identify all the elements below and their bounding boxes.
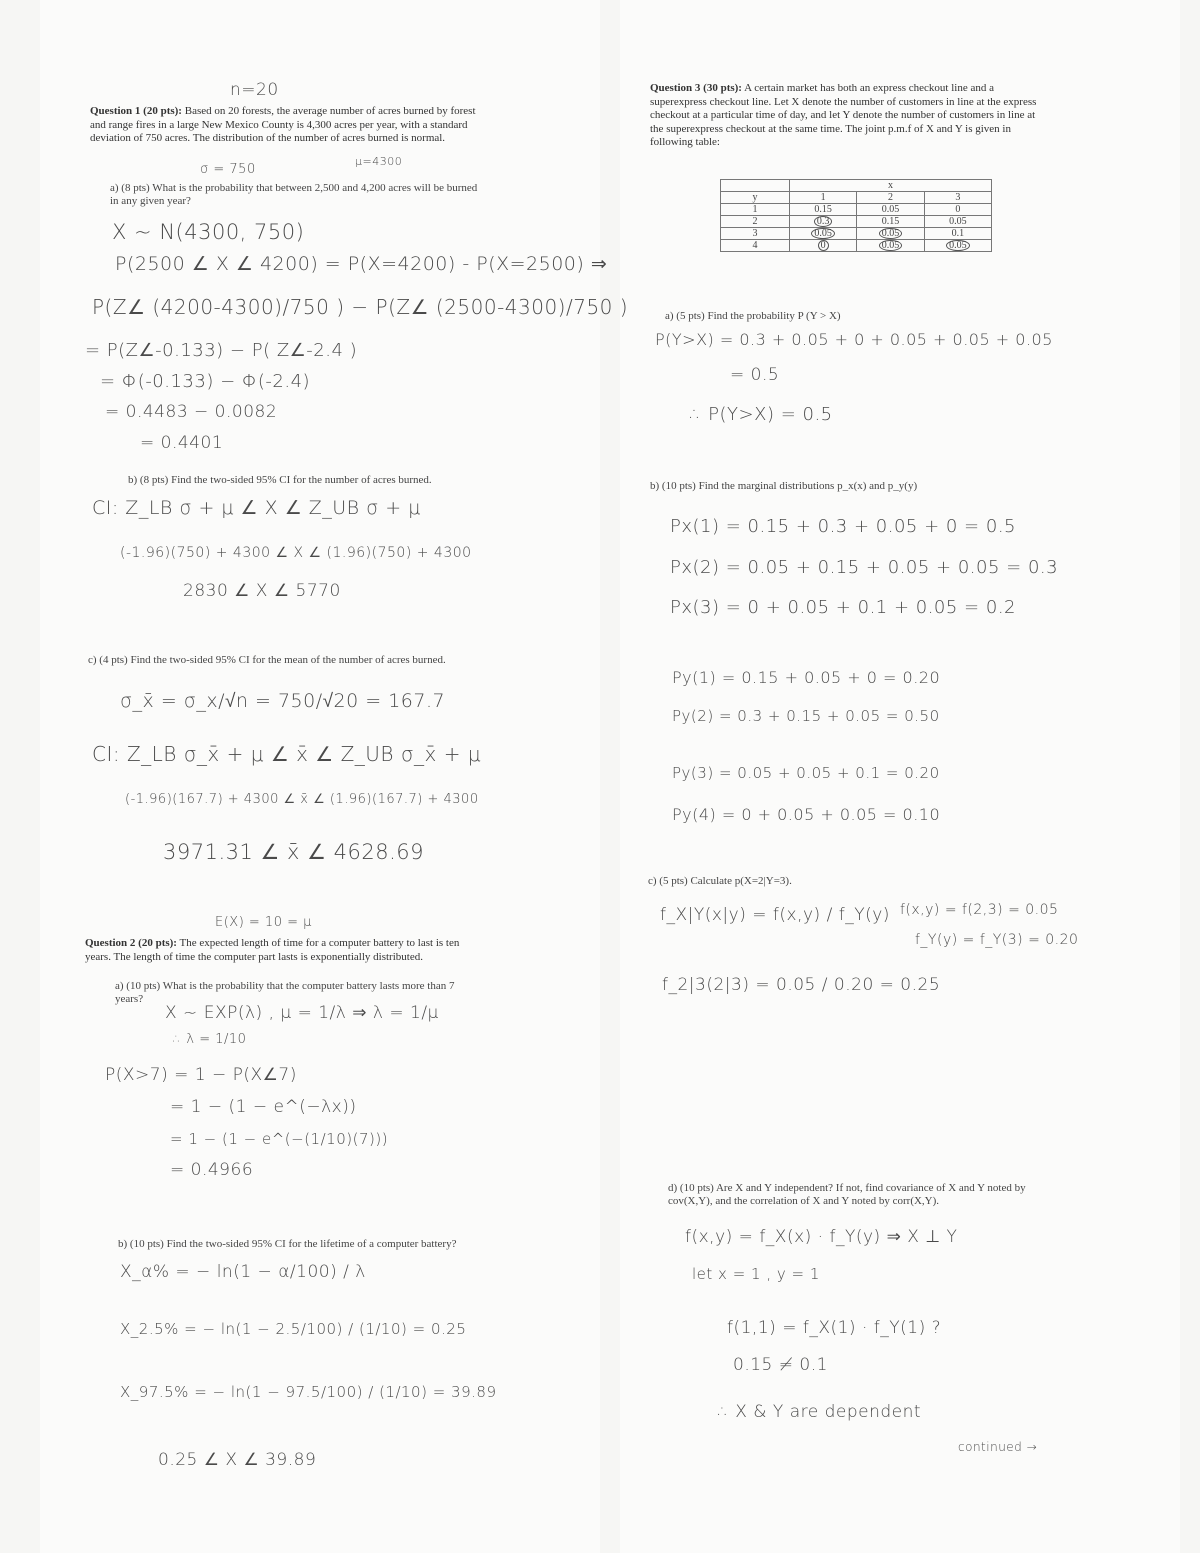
q2a-line-6: = 0.4966 (170, 1160, 254, 1180)
q3a-line-1: P(Y>X) = 0.3 + 0.05 + 0 + 0.05 + 0.05 + 0.05 (655, 330, 1053, 349)
pmf-cell: 0.05 (857, 204, 924, 216)
pmf-cell-circled (790, 240, 857, 252)
y-axis-label: y (721, 192, 790, 204)
q3-title: Question 3 (30 pts): (650, 82, 742, 94)
table-row (721, 216, 992, 228)
table-row (721, 240, 992, 252)
q3c-line-2: f(x,y) = f(2,3) = 0.05 (900, 902, 1059, 918)
q1b-line-1: CI: Z_LB σ + μ ∠ X ∠ Z_UB σ + μ (92, 497, 421, 519)
pmf-cell: 0.15 (857, 216, 924, 228)
q3b-py2: Py(2) = 0.3 + 0.15 + 0.05 = 0.50 (672, 707, 940, 725)
table-corner (721, 180, 790, 192)
q2b-line-2: X_2.5% = − ln(1 − 2.5/100) / (1/10) = 0.25 (120, 1320, 467, 1338)
pmf-cell-value: 0.3 (814, 216, 833, 227)
q1a-line-5: = Φ(-0.133) − Φ(-2.4) (100, 371, 311, 392)
table-header-row (721, 180, 992, 192)
y-value: 2 (721, 216, 790, 228)
pmf-cell-value: 0.05 (879, 228, 903, 239)
pmf-cell: 0.05 (924, 216, 991, 228)
q3b-px1: Px(1) = 0.15 + 0.3 + 0.05 + 0 = 0.5 (670, 516, 1016, 537)
continued-note: continued → (958, 1440, 1038, 1454)
q2-title: Question 2 (20 pts): (85, 937, 177, 949)
q2a-line-5: = 1 − (1 − e^(−(1/10)(7))) (170, 1130, 389, 1148)
q1c-line-1: σ_x̄ = σ_x/√n = 750/√20 = 167.7 (120, 690, 446, 712)
q3c-line-1: f_X|Y(x|y) = f(x,y) / f_Y(y) (660, 905, 890, 925)
x-value: 1 (790, 192, 857, 204)
q3d-line-1: f(x,y) = f_X(x) · f_Y(y) ⇒ X ⊥ Y (685, 1227, 958, 1247)
pmf-cell-value: 0.05 (879, 240, 903, 251)
q1b-prompt: b) (8 pts) Find the two-sided 95% CI for the number of acres burned. (128, 474, 432, 486)
q2a-line-2: ∴ λ = 1/10 (173, 1032, 247, 1047)
x-axis-label: x (790, 180, 992, 192)
q1c-line-4: 3971.31 ∠ x̄ ∠ 4628.69 (163, 840, 424, 864)
table-row (721, 204, 992, 216)
q3a-prompt: a) (5 pts) Find the probability P (Y > X) (665, 310, 841, 322)
x-value: 2 (857, 192, 924, 204)
q3d-prompt: d) (10 pts) Are X and Y independent? If not, find covariance of X and Y noted by cov(X,Y), and the correlation of X and Y noted by corr(X,Y). (668, 1182, 1026, 1207)
q3b-prompt: b) (10 pts) Find the marginal distributions p_x(x) and p_y(y) (650, 480, 918, 492)
q3d-line-3: f(1,1) = f_X(1) · f_Y(1) ? (727, 1318, 942, 1338)
q3d-line-2: let x = 1 , y = 1 (692, 1265, 820, 1283)
q3d-line-4: 0.15 ≠ 0.1 (733, 1355, 828, 1375)
q2a-line-4: = 1 − (1 − e^(−λx)) (170, 1097, 357, 1117)
q2b-line-1: X_α% = − ln(1 − α/100) / λ (120, 1262, 366, 1282)
q2a-line-3: P(X>7) = 1 − P(X∠7) (105, 1065, 297, 1085)
table-x-values-row (721, 192, 992, 204)
q3b-py4: Py(4) = 0 + 0.05 + 0.05 = 0.10 (672, 805, 941, 824)
q3b-py1: Py(1) = 0.15 + 0.05 + 0 = 0.20 (672, 668, 941, 687)
q2b-line-4: 0.25 ∠ X ∠ 39.89 (158, 1450, 317, 1470)
q3b-px2: Px(2) = 0.05 + 0.15 + 0.05 + 0.05 = 0.3 (670, 557, 1059, 578)
q1a-line-6: = 0.4483 − 0.0082 (105, 402, 278, 422)
q2a-line-1: X ~ EXP(λ) , μ = 1/λ ⇒ λ = 1/μ (165, 1003, 439, 1023)
q1c-line-3: (-1.96)(167.7) + 4300 ∠ x̄ ∠ (1.96)(167.7) + 4300 (125, 792, 479, 807)
q3b-px3: Px(3) = 0 + 0.05 + 0.1 + 0.05 = 0.2 (670, 597, 1016, 618)
q1c-line-2: CI: Z_LB σ_x̄ + μ ∠ x̄ ∠ Z_UB σ_x̄ + μ (92, 742, 482, 766)
y-value: 4 (721, 240, 790, 252)
pmf-cell-circled (790, 216, 857, 228)
q1a-line-4: = P(Z∠-0.133) − P( Z∠-2.4 ) (85, 340, 358, 361)
q3-text: A certain market has both an express checkout line and a superexpress checkout line. Let X denote the number of customers in line at the express checkout at a particular time of day, and let Y denote the number of customers in line at the superexpress checkout at the same time. The joint p.m.f of X and Y is given in following table: (650, 82, 1037, 148)
q1-title: Question 1 (20 pts): (90, 105, 182, 117)
y-value: 3 (721, 228, 790, 240)
pmf-cell: 0 (924, 204, 991, 216)
q2a-prompt: a) (10 pts) What is the probability that the computer battery lasts more than 7 years? (115, 980, 455, 1005)
y-value: 1 (721, 204, 790, 216)
q1b-line-2: (-1.96)(750) + 4300 ∠ X ∠ (1.96)(750) + 4300 (120, 545, 472, 561)
q3a-line-2: = 0.5 (730, 365, 780, 385)
pmf-cell-value: 0 (818, 240, 829, 251)
q1a-line-2: P(2500 ∠ X ∠ 4200) = P(X=4200) - P(X=2500) ⇒ (115, 253, 608, 275)
q1-text: Based on 20 forests, the average number of acres burned by forest and range fires in a large New Mexico County is 4,300 acres per year, with a standard deviation of 750 acres. The distribution of the number of acres burned is normal. (90, 105, 476, 144)
q3c-line-4: f_2|3(2|3) = 0.05 / 0.20 = 0.25 (662, 975, 941, 995)
q3b-py3: Py(3) = 0.05 + 0.05 + 0.1 = 0.20 (672, 764, 940, 782)
q2b-line-3: X_97.5% = − ln(1 − 97.5/100) / (1/10) = 39.89 (120, 1383, 497, 1401)
pmf-cell-circled (857, 240, 924, 252)
q1c-prompt: c) (4 pts) Find the two-sided 95% CI for the mean of the number of acres burned. (88, 654, 446, 666)
x-value: 3 (924, 192, 991, 204)
joint-pmf-table (720, 179, 992, 252)
q1a-line-7: = 0.4401 (140, 433, 224, 453)
q3-statement (650, 82, 1045, 150)
q3c-prompt: c) (5 pts) Calculate p(X=2|Y=3). (648, 875, 792, 887)
pmf-cell-circled (790, 228, 857, 240)
q1a-line-3: P(Z∠ (4200-4300)/750 ) − P(Z∠ (2500-4300)/750 ) (92, 295, 629, 319)
table-row (721, 228, 992, 240)
pmf-cell-value: 0.05 (811, 228, 835, 239)
q1a-prompt: a) (8 pts) What is the probability that between 2,500 and 4,200 acres will be burned in any given year? (110, 182, 478, 207)
q3c-line-3: f_Y(y) = f_Y(3) = 0.20 (915, 932, 1079, 948)
pmf-cell: 0.1 (924, 228, 991, 240)
q1b-line-3: 2830 ∠ X ∠ 5770 (183, 581, 341, 601)
q2-statement (85, 937, 470, 964)
q2-text: The expected length of time for a computer battery to last is ten years. The length of time the computer part lasts is exponentially distributed. (85, 937, 460, 963)
q1-n-note: n=20 (230, 80, 279, 100)
q3a-line-3: ∴ P(Y>X) = 0.5 (690, 404, 833, 425)
pmf-cell-circled (857, 228, 924, 240)
pmf-cell-circled (924, 240, 991, 252)
q1-statement (90, 105, 485, 146)
pmf-cell: 0.15 (790, 204, 857, 216)
q1-mu-note: μ=4300 (355, 155, 403, 168)
q1-sigma-note: σ = 750 (200, 162, 256, 177)
q2-ex-note: E(X) = 10 = μ (215, 915, 312, 930)
q1a-line-1: X ~ N(4300, 750) (112, 220, 305, 244)
pmf-cell-value: 0.05 (946, 240, 970, 251)
q3d-line-5: ∴ X & Y are dependent (718, 1402, 922, 1422)
q2b-prompt: b) (10 pts) Find the two-sided 95% CI for the lifetime of a computer battery? (118, 1238, 457, 1250)
